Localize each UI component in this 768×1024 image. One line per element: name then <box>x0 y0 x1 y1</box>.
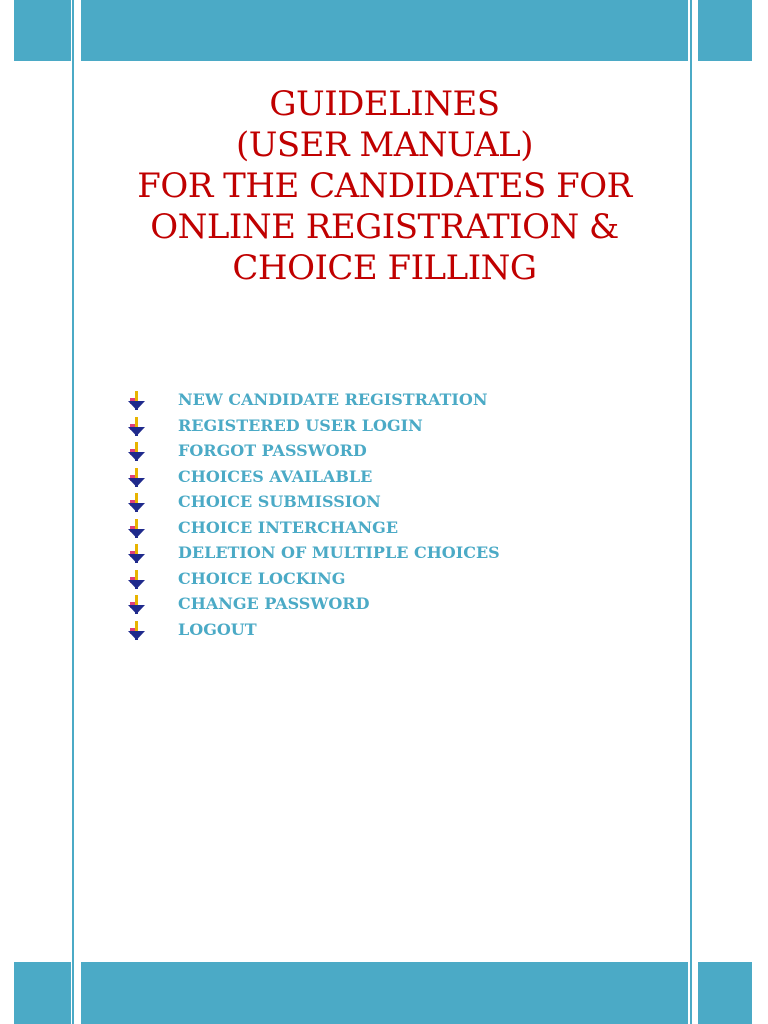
contents-item-label: CHOICE INTERCHANGE <box>178 517 399 537</box>
arrow-down-bullet-icon <box>126 391 148 411</box>
contents-item <box>126 490 500 516</box>
header-band-center <box>81 0 688 61</box>
arrow-down-bullet-icon <box>126 544 148 564</box>
arrow-down-bullet-icon <box>126 519 148 539</box>
title-line-4: ONLINE REGISTRATION & <box>150 207 619 247</box>
contents-item-label: REGISTERED USER LOGIN <box>178 415 423 435</box>
contents-item <box>126 567 500 593</box>
contents-item-label: FORGOT PASSWORD <box>178 441 367 460</box>
contents-item <box>126 516 500 542</box>
arrow-down-bullet-icon <box>126 621 148 641</box>
contents-item-label: NEW CANDIDATE REGISTRATION <box>178 390 488 409</box>
title-line-1: GUIDELINES <box>269 84 500 124</box>
contents-item <box>126 592 500 618</box>
document-title <box>81 84 688 289</box>
arrow-down-bullet-icon <box>126 493 148 513</box>
contents-item-label: LOGOUT <box>178 619 257 639</box>
contents-item <box>126 414 500 440</box>
contents-item-label: CHOICES AVAILABLE <box>178 466 373 486</box>
title-line-2: (USER MANUAL) <box>235 125 534 165</box>
title-line-3: FOR THE CANDIDATES FOR <box>137 166 632 206</box>
arrow-down-bullet-icon <box>126 442 148 462</box>
contents-item <box>126 541 500 567</box>
arrow-down-bullet-icon <box>126 595 148 615</box>
arrow-down-bullet-icon <box>126 417 148 437</box>
right-border-line <box>690 0 692 1024</box>
contents-item <box>126 618 500 644</box>
footer-band-right <box>698 962 752 1024</box>
arrow-down-bullet-icon <box>126 570 148 590</box>
header-band-left <box>14 0 71 61</box>
contents-item-label: DELETION OF MULTIPLE CHOICES <box>178 543 500 562</box>
title-line-5: CHOICE FILLING <box>232 248 537 288</box>
contents-item <box>126 388 500 414</box>
footer-band-left <box>14 962 71 1024</box>
footer-band-center <box>81 962 688 1024</box>
contents-item-label: CHOICE SUBMISSION <box>178 492 381 511</box>
contents-item-label: CHANGE PASSWORD <box>178 594 370 613</box>
arrow-down-bullet-icon <box>126 468 148 488</box>
contents-item <box>126 439 500 465</box>
contents-list <box>126 388 500 643</box>
contents-item-label: CHOICE LOCKING <box>178 568 346 588</box>
contents-item <box>126 465 500 491</box>
header-band-right <box>698 0 752 61</box>
left-border-line <box>72 0 74 1024</box>
